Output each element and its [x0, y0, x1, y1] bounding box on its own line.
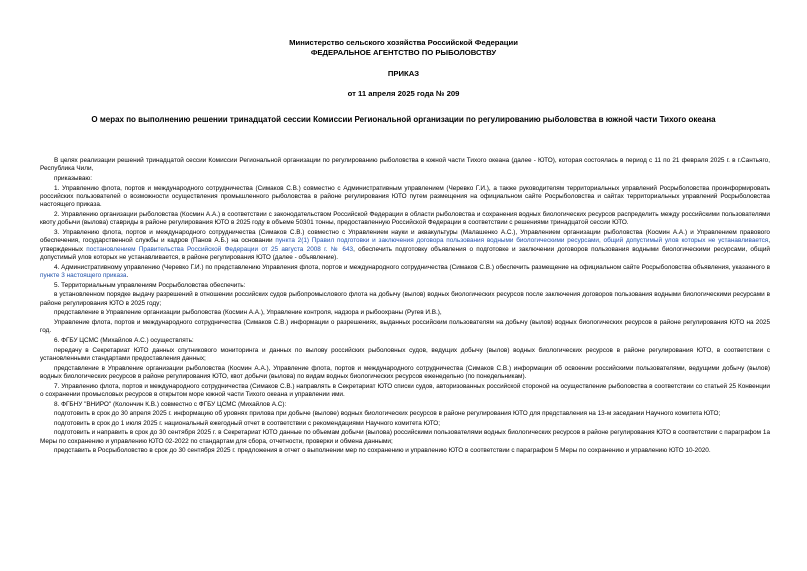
paragraph-6a: передачу в Секретариат ЮТО данных спутникового мониторинга и данных по вылову российских рыболовных судов, ведущих добычу (вылов) водных биологических ресурсов в районе регулирования ЮТО, в соответствии с установленными стандартами предоставления данных;	[40, 346, 770, 362]
rules-link[interactable]: пункта 2(1) Правил подготовки и заключения договора пользования водными биологическими ресурсами, общий допустимый улов которых не устанавливается	[275, 237, 769, 245]
government-decree-link[interactable]: постановлением Правительства Российской Федерации от 25 августа 2008 г. № 643	[86, 245, 354, 253]
agency-name: ФЕДЕРАЛЬНОЕ АГЕНТСТВО ПО РЫБОЛОВСТВУ	[310, 48, 497, 57]
paragraph-4-end: .	[126, 272, 129, 280]
paragraph-8d: представить в Росрыболовство в срок до 30 сентября 2025 г. предложения в отчет о выполнении мер по сохранению и управлению ЮТО в соответствии с параграфом 5 Меры по сохранению и управлению ЮТО 10-2020.	[54, 447, 711, 455]
paragraph-order: приказываю:	[54, 175, 92, 182]
paragraph-3	[40, 229, 770, 263]
paragraph-8c: подготовить и направить в срок до 30 сентября 2025 г. в Секретариат ЮТО данные по объемам добычи (вылова) российскими пользователями водных биологических ресурсов в районе регулирования ЮТО в соответствии с параграфом 1а Меры по сохранению и управлению ЮТО 02-2022 по стандартам для сбора, отчетности, проверки и обмена данными;	[40, 429, 770, 445]
document-title: О мерах по выполнению решении тринадцатой сессии Комиссии Региональной организации по регулированию рыболовства в южной части Тихого океана	[91, 115, 716, 124]
paragraph-6b: представление в Управление организации рыболовства (Космин А.А.), Управление флота, портов и международного сотрудничества (Симаков С.В.) информации об освоении российскими пользователями, ведущими добычу (вылов) водных биологических ресурсов в районе регулирования ЮТО, квот добычи (вылова) по видам водных биологических ресурсов еженедельно (по понедельникам).	[40, 364, 770, 380]
document-date-number: от 11 апреля 2025 года № 209	[347, 89, 460, 98]
document-type: ПРИКАЗ	[387, 69, 420, 78]
paragraph-3-text-c: , обеспечить подготовку объявления о подготовке и заключении договоров пользования водными биологическими ресурсами, общий допустимый улов которых не устанавливается, в районе регулирования ЮТО (далее - объявление).	[40, 245, 770, 262]
paragraph-4-text: 4. Административному управлению (Черевко Г.И.) по представлению Управления флота, портов и международного сотрудничества (Симаков С.В.) обеспечить размещение на официальном сайте Росрыболовства объявления, указанного в	[54, 263, 770, 271]
document-body	[40, 157, 770, 457]
paragraph-8b: подготовить в срок до 1 июля 2025 г. национальный ежегодный отчет в соответствии с рекомендациями Научного комитета ЮТО;	[54, 419, 441, 427]
point-3-link[interactable]: пункте 3 настоящего приказа	[40, 272, 127, 280]
ministry-name: Министерство сельского хозяйства Российской Федерации	[289, 38, 518, 47]
paragraph-8: 8. ФГБНУ "ВНИРО" (Колончин К.В.) совместно с ФГБУ ЦСМС (Михайлов А.С):	[54, 400, 287, 408]
paragraph-5b: представление в Управление организации рыболовства (Космин А.А.), Управление контроля, надзора и рыбоохраны (Ругев И.В.),	[54, 309, 442, 317]
paragraph-5c: Управление флота, портов и международного сотрудничества (Симаков С.В.) информации о разрешениях, выданных российским пользователям на добычу (вылов) водных биологических ресурсов в районе регулирования ЮТО на 2025 год.	[40, 319, 770, 335]
paragraph-6: 6. ФГБУ ЦСМС (Михайлов А.С.) осуществлять:	[54, 337, 194, 344]
paragraph-5: 5. Территориальным управлениям Росрыболовства обеспечить:	[54, 281, 246, 289]
paragraph-4	[40, 264, 770, 281]
paragraph-3-text-b: , утвержденных	[40, 237, 771, 253]
paragraph-3-text-a: 3. Управлению флота, портов и международного сотрудничества (Симаков С.В.) совместно с Управлением науки и аквакультуры (Малашенко А.С.), Управлением организации рыболовства (Космин А.А.) и Управлением правового обеспечения, государственной службы и кадров (Панов А.Б.) на основании	[40, 229, 770, 245]
paragraph-intro: В целях реализации решений тринадцатой сессии Комиссии Региональной организации по регулированию рыболовства в южной части Тихого океана (далее - ЮТО), которая состоялась в период с 11 по 21 февраля 2025 г. в г.Сантьяго, Республика Чили,	[40, 157, 770, 173]
paragraph-8a: подготовить в срок до 30 апреля 2025 г. информацию об уровнях прилова при добыче (вылове) водных биологических ресурсов в районе регулирования ЮТО для представления на 13-м заседании Научного комитета ЮТО;	[54, 410, 721, 418]
paragraph-7: 7. Управлению флота, портов и международного сотрудничества (Симаков С.В.) направлять в Секретариат ЮТО списки судов, авторизованных российской стороной на осуществление рыболовства в соответствии со статьей 25 Конвенции о сохранении промысловых ресурсов в открытом море южной части Тихого океана и управлении ими.	[40, 382, 770, 398]
paragraph-5a: в установленном порядке выдачу разрешений в отношении российских судов рыбопромыслового флота на добычу (вылов) водных биологических ресурсов после заключения договоров пользования водными биологическими ресурсами в районе регулирования ЮТО в 2025 году;	[40, 291, 770, 307]
paragraph-1: 1. Управлению флота, портов и международного сотрудничества (Симаков С.В.) совместно с Административным управлением (Черевко Г.И.), а также руководителям территориальных управлений Росрыболовства проинформировать российских пользователей о возможности осуществления промышленного рыболовства в районе регулирования ЮТО путем размещения на официальном сайте Росрыболовства и сайтах территориальных управлений Росрыболовства настоящего приказа.	[40, 184, 770, 209]
paragraph-2: 2. Управлению организации рыболовства (Космин А.А.) в соответствии с законодательством Российской Федерации в области рыболовства и сохранения водных биологических ресурсов распределить между российскими пользователями квоту добычи (вылова) ставриды в районе регулирования ЮТО в 2025 году в объеме 50301 тонны, предоставленную Российской Федерации в соответствии с решениями тринадцатой сессии ЮТО.	[40, 211, 770, 227]
